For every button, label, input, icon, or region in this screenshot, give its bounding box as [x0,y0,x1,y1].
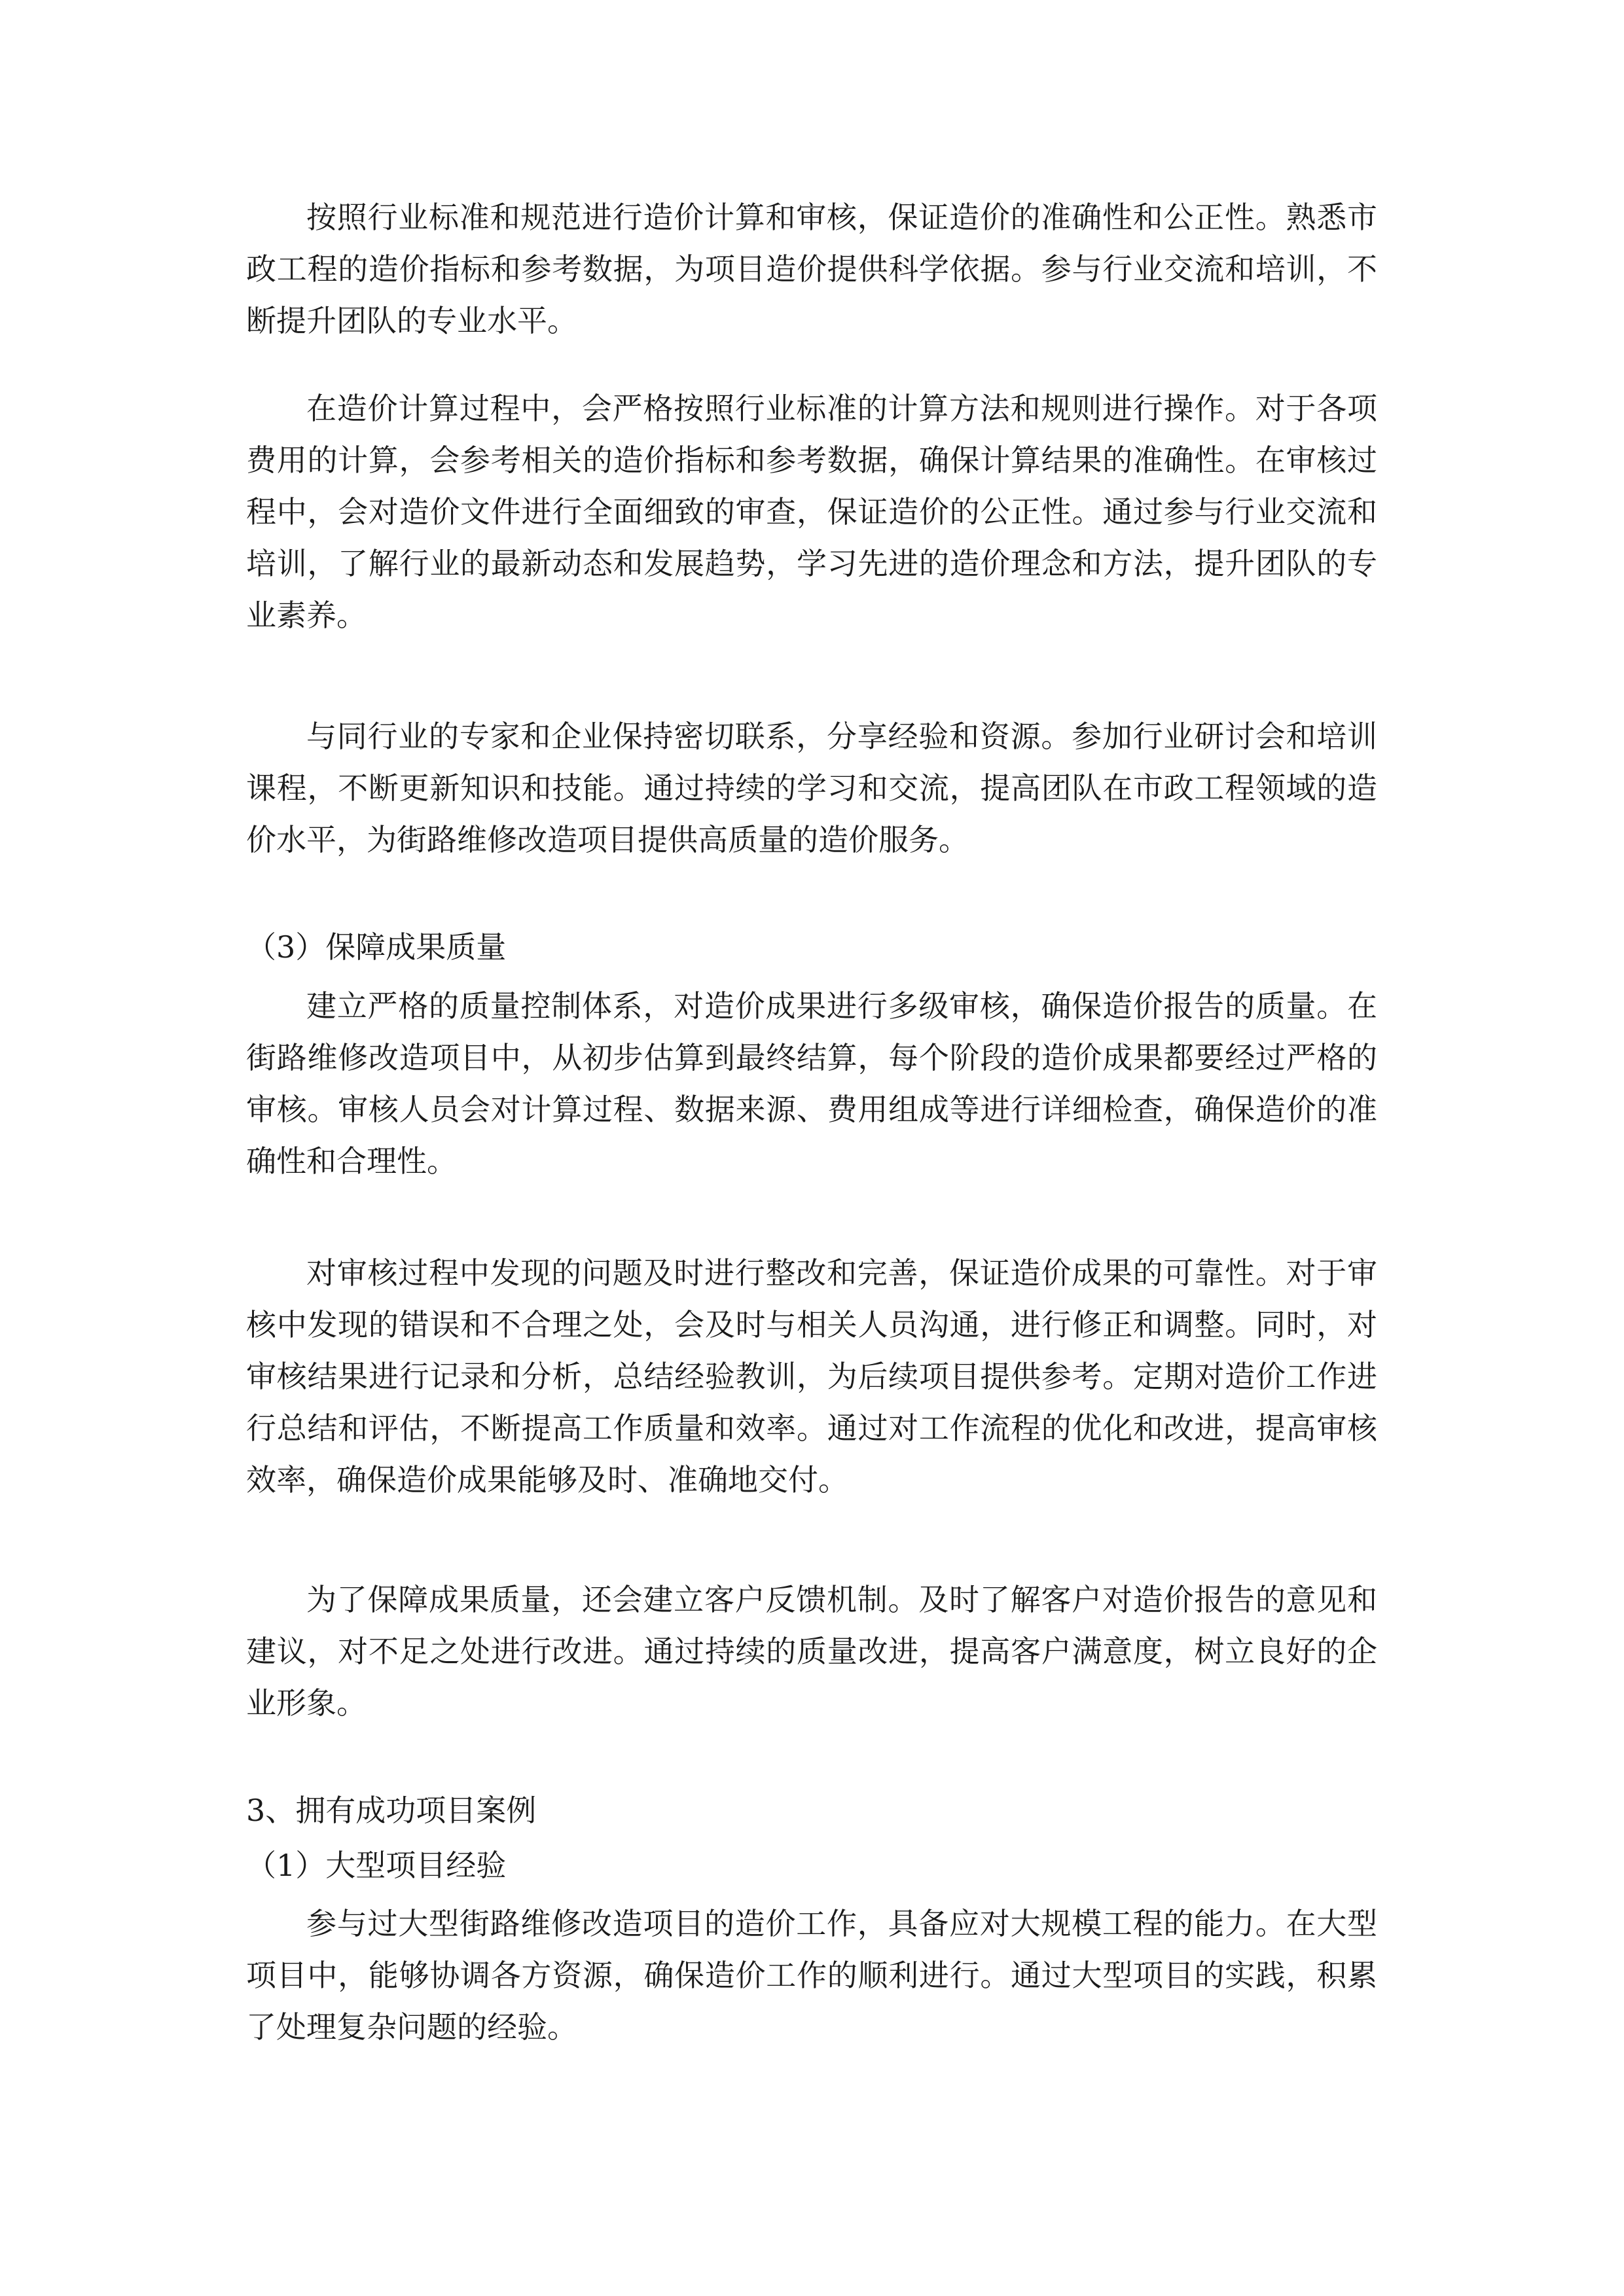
body-paragraph-group-6 [246,1574,1377,1729]
paragraph-standards: 按照行业标准和规范进行造价计算和审核，保证造价的准确性和公正性。熟悉市政工程的造价指标和参考数据，为项目造价提供科学依据。参与行业交流和培训，不断提升团队的专业水平。 [246,200,1377,338]
heading-successful-cases: 3、拥有成功项目案例 [246,1793,537,1828]
heading-quality-assurance: （3）保障成果质量 [246,929,507,965]
heading-large-project-experience: （1）大型项目经验 [246,1848,507,1883]
body-paragraph-group-4 [246,980,1377,1187]
body-paragraph-group-1 [246,192,1377,347]
body-paragraph-group-3 [246,711,1377,866]
body-paragraph-group-5 [246,1247,1377,1506]
paragraph-calculation-process: 在造价计算过程中，会严格按照行业标准的计算方法和规则进行操作。对于各项费用的计算，会参考相关的造价指标和参考数据，确保计算结果的准确性。在审核过程中，会对造价文件进行全面细致的审查，保证造价的公正性。通过参与行业交流和培训，了解行业的最新动态和发展趋势，学习先进的造价理念和方法，提升团队的专业素养。 [246,391,1377,633]
paragraph-rectification: 对审核过程中发现的问题及时进行整改和完善，保证造价成果的可靠性。对于审核中发现的错误和不合理之处，会及时与相关人员沟通，进行修正和调整。同时，对审核结果进行记录和分析，总结经验教训，为后续项目提供参考。定期对造价工作进行总结和评估，不断提高工作质量和效率。通过对工作流程的优化和改进，提高审核效率，确保造价成果能够及时、准确地交付。 [246,1255,1377,1498]
paragraph-quality-control: 建立严格的质量控制体系，对造价成果进行多级审核，确保造价报告的质量。在街路维修改造项目中，从初步估算到最终结算，每个阶段的造价成果都要经过严格的审核。审核人员会对计算过程、数据来源、费用组成等进行详细检查，确保造价的准确性和合理性。 [246,988,1377,1179]
paragraph-large-projects: 参与过大型街路维修改造项目的造价工作，具备应对大规模工程的能力。在大型项目中，能够协调各方资源，确保造价工作的顺利进行。通过大型项目的实践，积累了处理复杂问题的经验。 [246,1906,1377,2045]
body-paragraph-group-7 [246,1898,1377,2053]
body-paragraph-group-2 [246,383,1377,641]
paragraph-industry-exchange: 与同行业的专家和企业保持密切联系，分享经验和资源。参加行业研讨会和培训课程，不断更新知识和技能。通过持续的学习和交流，提高团队在市政工程领域的造价水平，为街路维修改造项目提供高质量的造价服务。 [246,719,1377,857]
paragraph-customer-feedback: 为了保障成果质量，还会建立客户反馈机制。及时了解客户对造价报告的意见和建议，对不足之处进行改进。通过持续的质量改进，提高客户满意度，树立良好的企业形象。 [246,1582,1377,1721]
